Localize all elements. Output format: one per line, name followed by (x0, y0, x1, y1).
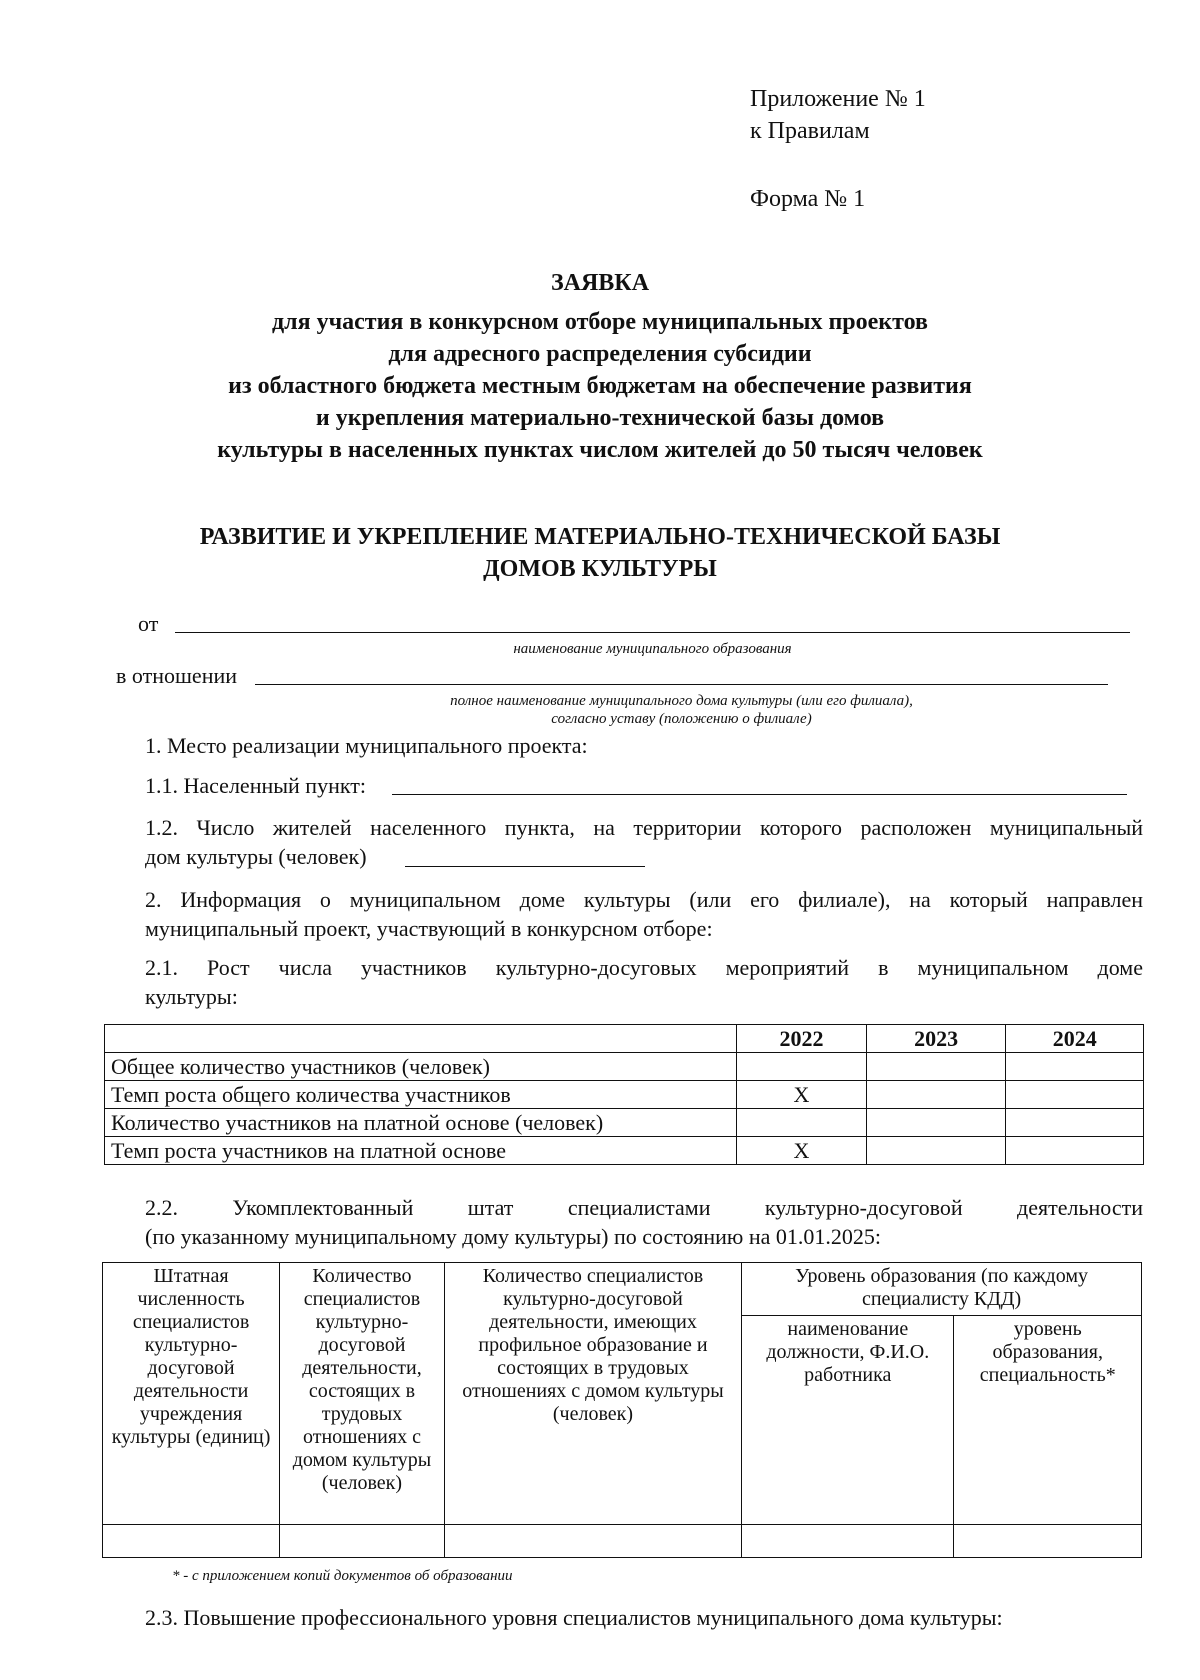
specialists-count-header: Количество специалистов культурно-досуговой деятельности, состоящих в трудовых отношениях с домом культуры (человек) (280, 1263, 445, 1525)
title-line-1: для участия в конкурсном отборе муниципальных проектов (272, 309, 928, 335)
participants-table (104, 1024, 1144, 1165)
table-row (105, 1109, 1144, 1137)
from-label: от (138, 611, 159, 636)
staff-count-header: Штатная численность специалистов культурно-досуговой деятельности учреждения культуры (единиц) (103, 1263, 280, 1525)
subtitle-line-1: РАЗВИТИЕ И УКРЕПЛЕНИЕ МАТЕРИАЛЬНО-ТЕХНИЧЕСКОЙ БАЗЫ (199, 524, 1001, 550)
table-row (105, 1137, 1144, 1165)
table-header-empty (105, 1025, 737, 1053)
table-row (103, 1525, 1142, 1558)
regarding-input-line[interactable] (255, 684, 1108, 685)
row-label: Темп роста участников на платной основе (105, 1137, 737, 1165)
education-specialty-header: уровень образования, специальность* (954, 1316, 1142, 1525)
education-level-group-header: Уровень образования (по каждому специалисту КДД) (742, 1263, 1142, 1316)
title-line-3: из областного бюджета местным бюджетам на обеспечение развития (228, 373, 972, 399)
row-label: Темп роста общего количества участников (105, 1081, 737, 1109)
section-1-1-label: 1.1. Населенный пункт: (145, 773, 366, 798)
section-2-1-line-2: культуры: (145, 984, 238, 1009)
population-input-line[interactable] (405, 866, 645, 867)
cell-2023[interactable] (866, 1081, 1006, 1109)
section-2-line-2: муниципальный проект, участвующий в конкурсном отборе: (145, 916, 713, 941)
from-caption: наименование муниципального образования (513, 641, 792, 657)
title-line-2: для адресного распределения субсидии (388, 341, 812, 367)
from-input-line[interactable] (175, 632, 1130, 633)
year-2024-header: 2024 (1006, 1025, 1144, 1053)
cell-position-name[interactable] (742, 1525, 954, 1558)
cell-profile-education[interactable] (444, 1525, 741, 1558)
section-1-2-line-2: дом культуры (человек) (145, 844, 367, 869)
section-2-1-line-1: 2.1. Рост числа участников культурно-досуговых мероприятий в муниципальном доме (145, 955, 1143, 980)
cell-education-specialty[interactable] (954, 1525, 1142, 1558)
row-label: Общее количество участников (человек) (105, 1053, 737, 1081)
cell-staff-count[interactable] (103, 1525, 280, 1558)
rules-label: к Правилам (750, 118, 870, 144)
section-2-2-line-1: 2.2. Укомплектованный штат специалистами культурно-досуговой деятельности (145, 1195, 1143, 1220)
section-1: 1. Место реализации муниципального проекта: (145, 733, 588, 758)
form-number: Форма № 1 (750, 186, 866, 212)
regarding-caption-2: согласно уставу (положению о филиале) (551, 711, 812, 727)
table-row (105, 1081, 1144, 1109)
cell-specialists-count[interactable] (280, 1525, 445, 1558)
regarding-caption-1: полное наименование муниципального дома культуры (или его филиала), (450, 693, 913, 709)
position-name-header: наименование должности, Ф.И.О. работника (742, 1316, 954, 1525)
table-row (105, 1053, 1144, 1081)
row-label: Количество участников на платной основе (человек) (105, 1109, 737, 1137)
footnote: * - с приложением копий документов об образовании (172, 1568, 513, 1584)
title-line-4: и укрепления материально-технической базы домов (315, 405, 885, 431)
cell-2024[interactable] (1006, 1053, 1144, 1081)
document-title: ЗАЯВКА (550, 270, 650, 296)
settlement-input-line[interactable] (392, 794, 1127, 795)
section-2-2-line-2: (по указанному муниципальному дому культуры) по состоянию на 01.01.2025: (145, 1224, 881, 1249)
cell-2023[interactable] (866, 1053, 1006, 1081)
cell-2022[interactable] (737, 1109, 867, 1137)
section-2-3: 2.3. Повышение профессионального уровня специалистов муниципального дома культуры: (145, 1605, 1003, 1630)
year-2023-header: 2023 (866, 1025, 1006, 1053)
profile-education-header: Количество специалистов культурно-досуговой деятельности, имеющих профильное образование и состоящих в трудовых отношениях с домом культуры (человек) (444, 1263, 741, 1525)
cell-2024[interactable] (1006, 1081, 1144, 1109)
regarding-label: в отношении (116, 663, 238, 688)
staff-table (102, 1262, 1142, 1558)
cell-2024[interactable] (1006, 1109, 1144, 1137)
appendix-label: Приложение № 1 (750, 86, 926, 112)
year-2022-header: 2022 (737, 1025, 867, 1053)
cell-2022: X (737, 1137, 867, 1165)
section-1-2-line-1: 1.2. Число жителей населенного пункта, на территории которого расположен муниципальный (145, 815, 1143, 840)
table-header-row (105, 1025, 1144, 1053)
section-2-line-1: 2. Информация о муниципальном доме культуры (или его филиале), на который направлен (145, 887, 1143, 912)
cell-2024[interactable] (1006, 1137, 1144, 1165)
cell-2023[interactable] (866, 1109, 1006, 1137)
table-header-row (103, 1263, 1142, 1316)
title-line-5: культуры в населенных пунктах числом жителей до 50 тысяч человек (217, 437, 983, 463)
cell-2022: X (737, 1081, 867, 1109)
cell-2023[interactable] (866, 1137, 1006, 1165)
subtitle-line-2: ДОМОВ КУЛЬТУРЫ (483, 556, 717, 582)
cell-2022[interactable] (737, 1053, 867, 1081)
